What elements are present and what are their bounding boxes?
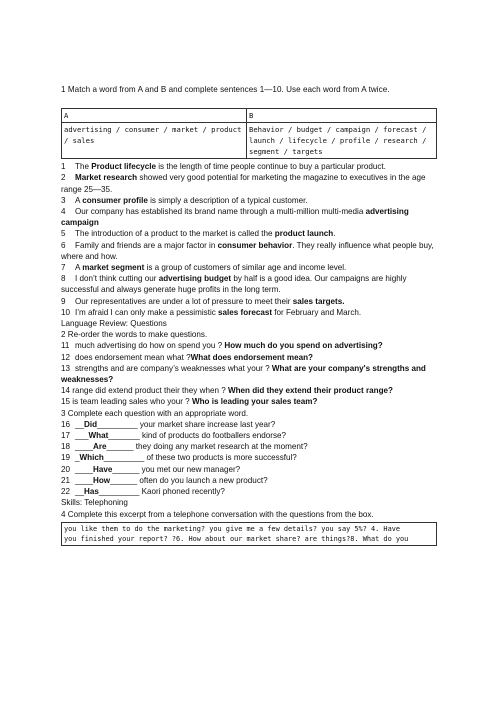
gap-question-21: 21 ____How______ often do you launch a new product? bbox=[61, 475, 268, 485]
exercise3-items bbox=[61, 419, 437, 497]
gap-question-17: 17 ___What_______ kind of products do footballers endorse? bbox=[61, 431, 287, 441]
section-heading-review: Language Review: Questions bbox=[61, 319, 167, 329]
sentence-1: 1 The Product lifecycle is the length of time people continue to buy a particular product. bbox=[61, 162, 386, 172]
sentence-4: 4 Our company has established its brand name through a multi-million multi-media advertising campaign bbox=[61, 207, 409, 228]
sentence-6: 6 Family and friends are a major factor in consumer behavior. They really influence what people buy, where and how. bbox=[61, 240, 434, 261]
sentence-3: 3 A consumer profile is simply a description of a typical customer. bbox=[61, 195, 308, 205]
question-15: 15 is team leading sales who your ? Who is leading your sales team? bbox=[61, 397, 318, 407]
sentence-2: 2 Market research showed very good potential for marketing the magazine to executives in the age range 25—35. bbox=[61, 173, 426, 194]
question-box-line-1: you like them to do the marketing? you give me a few details? you say 5%? 4. Have bbox=[64, 524, 401, 533]
question-11: 11 much advertising do how on spend you ? How much do you spend on advertising? bbox=[61, 341, 383, 351]
exercise2-items bbox=[61, 340, 437, 407]
exercise1-title: 1 Match a word from A and B and complete sentences 1—10. Use each word from A twice. bbox=[61, 85, 390, 94]
exercise4-title: 4 Complete this excerpt from a telephone conversation with the questions from the box. bbox=[61, 509, 374, 519]
col-b-header: B bbox=[247, 109, 437, 123]
question-13: 13 strengths and are company’s weaknesses what your ? What are your company's strengths and weaknesses? bbox=[61, 363, 426, 385]
sentence-5: 5 The introduction of a product to the market is called the product launch. bbox=[61, 229, 336, 239]
gap-question-19: 19 _Which_________ of these two products is more successful? bbox=[61, 453, 297, 463]
exercise2-title: 2 Re-order the words to make questions. bbox=[61, 330, 208, 340]
col-a-words: advertising / consumer / market / product / sales bbox=[62, 123, 247, 159]
col-b-words: Behavior / budget / campaign / forecast / launch / lifecycle / profile / research / segment / targets bbox=[247, 123, 437, 159]
sentence-7: 7 A market segment is a group of customers of similar age and income level. bbox=[61, 263, 347, 273]
exercise3-title: 3 Complete each question with an appropriate word. bbox=[61, 408, 249, 418]
word-table bbox=[61, 108, 437, 159]
gap-question-18: 18 ____Are______ they doing any market research at the moment? bbox=[61, 442, 308, 452]
section-heading-skills: Skills: Telephoning bbox=[61, 498, 128, 508]
exercise1-items bbox=[61, 161, 437, 318]
sentence-9: 9 Our representatives are under a lot of pressure to meet their sales targets. bbox=[61, 296, 345, 306]
col-a-header: A bbox=[62, 109, 247, 123]
question-box bbox=[61, 522, 437, 546]
question-box-line-2: you finished your report? ?6. How about our market share? are things?8. What do you bbox=[64, 534, 409, 543]
gap-question-16: 16 __Did_________ your market share increase last year? bbox=[61, 419, 276, 429]
gap-question-22: 22 __Has_________ Kaori phoned recently? bbox=[61, 487, 225, 497]
sentence-10: 10 I’m afraid I can only make a pessimistic sales forecast for February and March. bbox=[61, 307, 362, 317]
gap-question-20: 20 ____Have______ you met our new manager? bbox=[61, 464, 241, 474]
question-12: 12 does endorsement mean what ?What does endorsement mean? bbox=[61, 352, 313, 362]
question-14: 14 range did extend product their they when ? When did they extend their product range? bbox=[61, 386, 393, 396]
worksheet-content bbox=[61, 84, 437, 546]
sentence-8: 8 I don’t think cutting our advertising budget by half is a good idea. Our campaigns are highly successful and always generate huge profits in the long term. bbox=[61, 274, 407, 295]
